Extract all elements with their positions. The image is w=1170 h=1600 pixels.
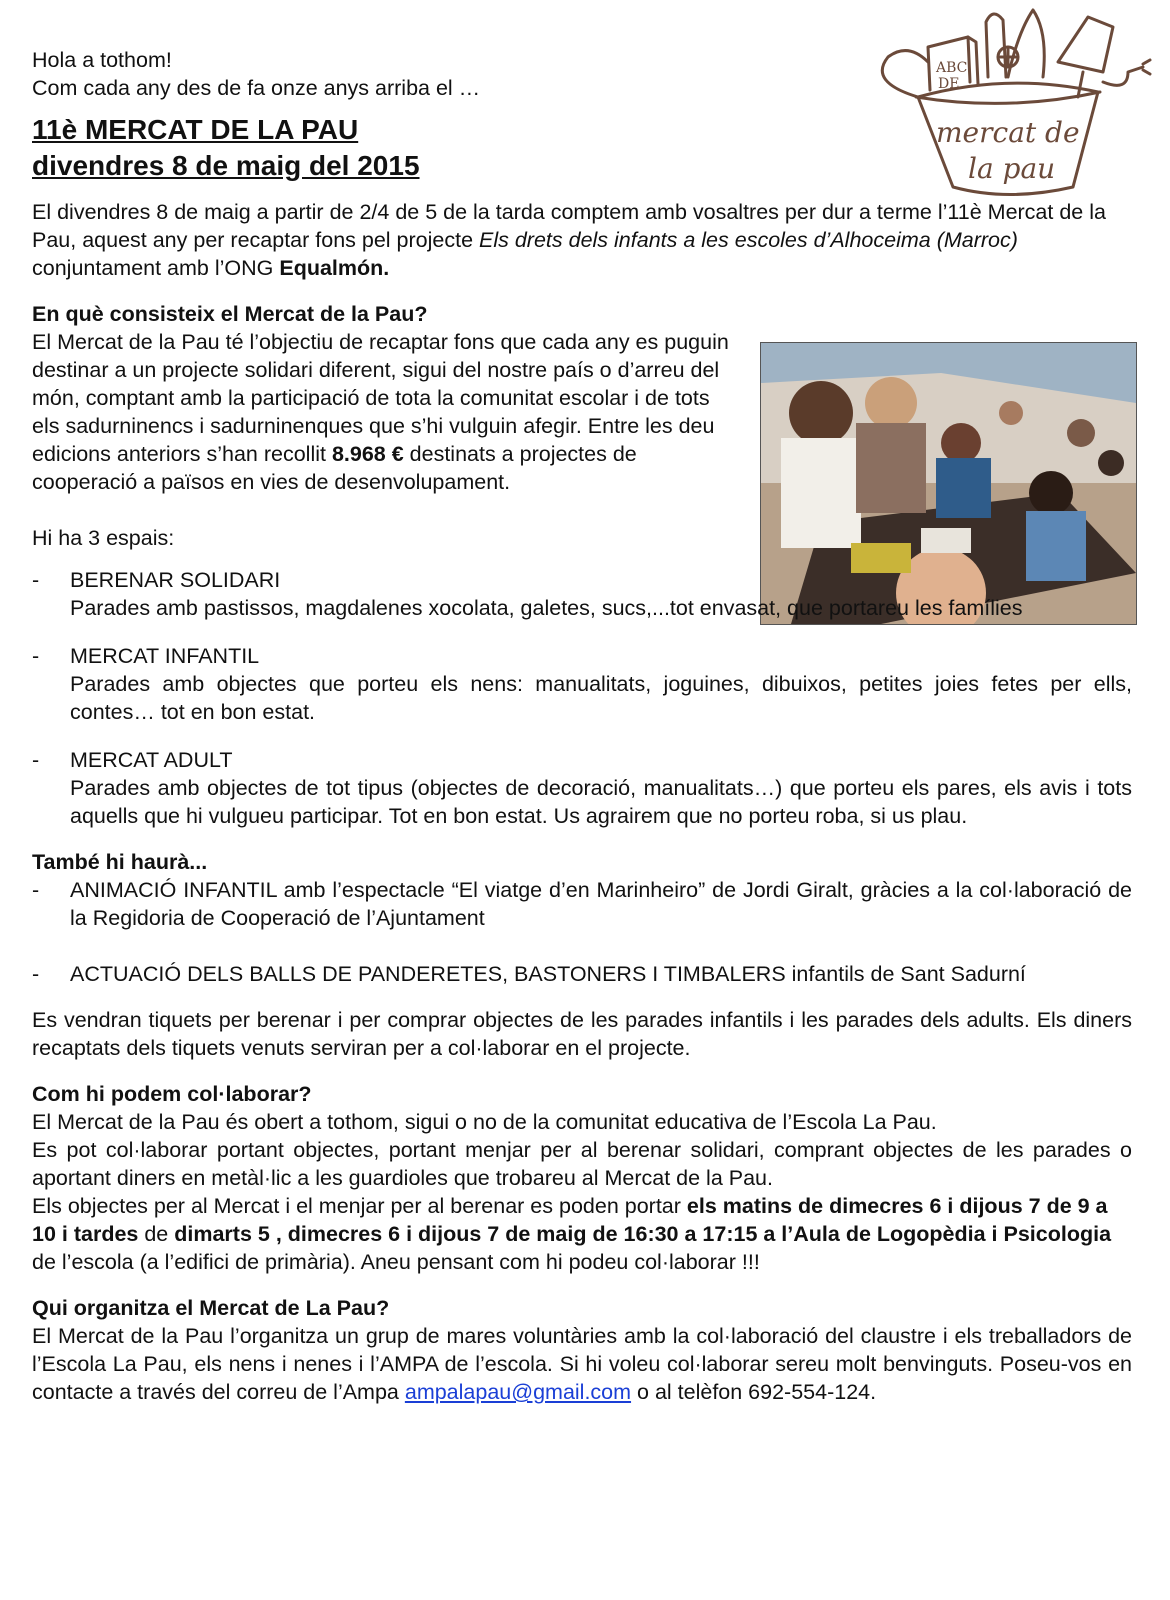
collab-paragraph-2: Es pot col·laborar portant objectes, portant menjar per al berenar solidari, comprant objectes de les parades o aportant diners en metàl·lic a les guardioles que trobareu al Mercat de la Pau. xyxy=(32,1138,1132,1190)
event-title-line-1: 11è MERCAT DE LA PAU xyxy=(32,114,359,145)
collab-heading: Com hi podem col·laborar? xyxy=(32,1082,312,1106)
collab-text: Els objectes per al Mercat i el menjar per al berenar es poden portar xyxy=(32,1194,687,1218)
intro-text-2: conjuntament amb l’ONG xyxy=(32,256,280,280)
event-title xyxy=(32,112,1132,184)
intro-text: El divendres 8 de maig a partir de 2/4 de 5 de la tarda comptem amb vosaltres per dur a terme l’11è Mercat de la Pau, aquest any per recaptar fons pel projecte xyxy=(32,200,1106,252)
list-item xyxy=(32,746,1132,830)
afternoon-schedule: dimarts 5 , dimecres 6 i dijous 7 de maig de 16:30 a 17:15 a l’Aula de Logopèdia i Psicologia xyxy=(174,1222,1112,1246)
project-name: Els drets dels infants a les escoles d’Alhoceima (Marroc) xyxy=(479,228,1018,252)
dash: - xyxy=(32,568,40,592)
greeting-line-2: Com cada any des de fa onze anys arriba el … xyxy=(32,76,481,100)
dash: - xyxy=(32,878,40,902)
dash: - xyxy=(32,644,40,668)
org-heading: Qui organitza el Mercat de La Pau? xyxy=(32,1296,390,1320)
what-text: El Mercat de la Pau té l’objectiu de recaptar fons que cada any es puguin destinar a un projecte solidari diferent, sigui del nostre país o d’arreu del món, comptant amb la participació de tota la comunitat escolar i de tots els sadurninencs i sadurninenques que s’hi vulguin afegir. Entre les deu edicions anteriors s’han recollit xyxy=(32,330,729,466)
ngo-name: Equalmón. xyxy=(279,256,390,280)
greeting-line-1: Hola a tothom! xyxy=(32,48,172,72)
collab-paragraph-3 xyxy=(32,1192,1132,1276)
what-heading: En què consisteix el Mercat de la Pau? xyxy=(32,302,428,326)
collab-text-3: de l’escola (a l’edifici de primària). Aneu pensant com hi podeu col·laborar !!! xyxy=(32,1250,760,1274)
collab-section xyxy=(32,1080,1132,1276)
logo-text-line1: mercat de xyxy=(936,116,1080,149)
list-item xyxy=(32,960,1132,988)
collab-text-2: de xyxy=(138,1222,175,1246)
logo-text-line2: la pau xyxy=(968,152,1056,185)
logo-book-text: ABC xyxy=(936,60,968,76)
tickets-paragraph: Es vendran tiquets per berenar i per comprar objectes de les parades infantils i les parades dels adults. Els diners recaptats dels tiquets venuts serviran per a col·laborar en el projecte. xyxy=(32,1008,1132,1060)
space-title: MERCAT INFANTIL xyxy=(70,644,260,668)
page-content xyxy=(32,46,1132,1406)
list-item xyxy=(32,642,1132,726)
also-heading: També hi haurà... xyxy=(32,850,208,874)
space-title: BERENAR SOLIDARI xyxy=(70,568,281,592)
also-item-text: ANIMACIÓ INFANTIL amb l’espectacle “El viatge d’en Marinheiro” de Jordi Giralt, gràcies a la col·laboració de la Regidoria de Cooperació de l’Ajuntament xyxy=(70,878,1132,930)
what-paragraph xyxy=(32,328,732,496)
intro-paragraph xyxy=(32,198,1112,282)
morning-schedule: els matins de dimecres 6 i dijous 7 de 9 a 10 i tardes xyxy=(32,1194,1108,1246)
collab-paragraph-1: El Mercat de la Pau és obert a tothom, sigui o no de la comunitat educativa de l’Escola La Pau. xyxy=(32,1110,937,1134)
amount-collected: 8.968 € xyxy=(331,442,404,466)
email-link[interactable]: ampalapau@gmail.com xyxy=(404,1380,632,1404)
org-section xyxy=(32,1294,1132,1406)
logo-book-text-2: DE xyxy=(938,76,960,92)
space-description: Parades amb pastissos, magdalenes xocolata, galetes, sucs,...tot envasat, que portareu les famílies xyxy=(70,596,1023,620)
dash: - xyxy=(32,748,40,772)
dash: - xyxy=(32,962,40,986)
spaces-list xyxy=(32,566,1132,830)
event-date: divendres 8 de maig del 2015 xyxy=(32,150,420,181)
what-section xyxy=(32,300,732,496)
also-item-text: ACTUACIÓ DELS BALLS DE PANDERETES, BASTONERS I TIMBALERS infantils de Sant Sadurní xyxy=(70,962,1026,986)
list-item xyxy=(32,566,1132,622)
list-item xyxy=(32,876,1132,932)
org-text-2: o al telèfon 692-554-124. xyxy=(631,1380,877,1404)
what-text-2: destinats a projectes de cooperació a països en vies de desenvolupament. xyxy=(32,442,637,494)
space-description: Parades amb objectes que porteu els nens: manualitats, joguines, dibuixos, petites joies fetes per ells, contes… tot en bon estat. xyxy=(70,672,1132,724)
space-title: MERCAT ADULT xyxy=(70,748,233,772)
org-text: El Mercat de la Pau l’organitza un grup de mares voluntàries amb la col·laboració del claustre i els treballadors de l’Escola La Pau, els nens i nenes i l’AMPA de l’escola. Si hi voleu col·laborar sereu molt benvinguts. Poseu-vos en contacte a través del correu de l’Ampa xyxy=(32,1324,1132,1404)
org-paragraph xyxy=(32,1322,1132,1406)
also-section xyxy=(32,848,1132,988)
spaces-intro: Hi ha 3 espais: xyxy=(32,526,175,550)
space-description: Parades amb objectes de tot tipus (objectes de decoració, manualitats…) que porteu els pares, els avis i tots aquells que hi vulgueu participar. Tot en bon estat. Us agrairem que no porteu roba, si us plau. xyxy=(70,776,1132,828)
